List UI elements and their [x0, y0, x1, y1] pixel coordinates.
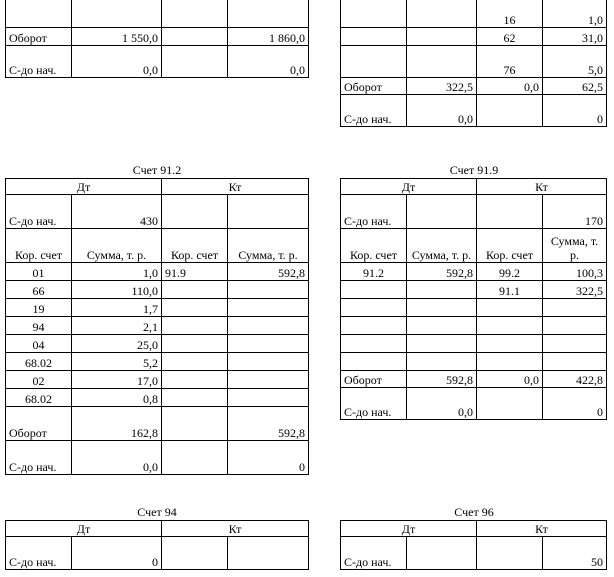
sum-dt [407, 281, 477, 299]
col-kor-dt: Кор. счет [6, 229, 72, 263]
turnover-dt: 592,8 [407, 371, 477, 388]
account-title: Счет 96 [454, 505, 494, 519]
opening-dt: 0 [72, 537, 162, 570]
kor-account: 76 [477, 46, 543, 78]
kor-dt: 66 [6, 281, 72, 299]
closing-balance-row [6, 441, 309, 475]
table-row [341, 353, 607, 371]
kor-dt [341, 281, 407, 299]
col-kor-dt: Кор. счет [341, 229, 407, 263]
sum-kt: 100,3 [543, 263, 607, 281]
kor-kt [477, 335, 543, 353]
account-title: Счет 91.9 [449, 163, 499, 177]
kor-dt: 04 [6, 335, 72, 353]
table-row [6, 281, 309, 299]
sum-kt: 322,5 [543, 281, 607, 299]
closing-dt: 0,0 [72, 441, 162, 475]
kt-header: Кт [162, 521, 309, 537]
closing-balance-row [6, 46, 309, 78]
kor-account: 62 [477, 28, 543, 46]
closing-label: С-до нач. [6, 441, 72, 475]
kor-kt [477, 317, 543, 335]
kor-kt [162, 371, 228, 389]
column-header-row [6, 229, 309, 263]
empty-cell [162, 407, 228, 441]
row-label [6, 0, 72, 28]
kt-sum: 1,0 [543, 0, 607, 28]
kt-sum: 0,0 [228, 46, 309, 78]
account-title: Счет 94 [137, 505, 177, 519]
kor-dt: 68.02 [6, 353, 72, 371]
sum-kt [543, 299, 607, 317]
table-row [341, 299, 607, 317]
turnover-label: Оборот [6, 407, 72, 441]
turnover-dt: 162,8 [72, 407, 162, 441]
kor-value [162, 46, 228, 78]
opening-balance-row [6, 537, 309, 570]
sum-dt [407, 353, 477, 371]
account-94 [5, 505, 309, 577]
kor-dt: 02 [6, 371, 72, 389]
table-row [6, 299, 309, 317]
turnover-kor: 0,0 [477, 371, 543, 388]
kt-sum: 5,0 [543, 46, 607, 78]
dt-kt-header-row [6, 521, 309, 537]
opening-kt: 170 [543, 195, 607, 229]
dt-sum: 0,0 [407, 95, 477, 127]
row-label [341, 46, 407, 78]
dt-header: Дт [6, 521, 162, 537]
sum-dt [407, 317, 477, 335]
sum-kt [228, 353, 309, 371]
dt-sum [72, 0, 162, 28]
opening-kt [228, 195, 309, 229]
kor-dt: 94 [6, 317, 72, 335]
kor-kt [477, 353, 543, 371]
account-94-table [5, 520, 309, 570]
kt-header: Кт [162, 179, 309, 195]
sum-kt [228, 299, 309, 317]
kt-sum: 31,0 [543, 28, 607, 46]
account-91-9-table [340, 178, 607, 420]
kor-dt [341, 335, 407, 353]
kt-sum: 0 [543, 95, 607, 127]
table-row [6, 263, 309, 281]
opening-dt: 430 [72, 195, 162, 229]
kt-sum [228, 0, 309, 28]
col-sum-dt: Сумма, т. р. [407, 229, 477, 263]
kor-kt [162, 353, 228, 371]
kor-dt: 91.2 [341, 263, 407, 281]
kt-sum: 1 860,0 [228, 28, 309, 46]
opening-dt [407, 195, 477, 229]
kor-kt [162, 299, 228, 317]
table-row [6, 317, 309, 335]
sum-dt: 1,7 [72, 299, 162, 317]
top-right-ledger-fragment [340, 0, 608, 130]
kor-kt [162, 281, 228, 299]
row-label: Оборот [341, 78, 407, 95]
table-row [6, 389, 309, 407]
closing-label: С-до нач. [341, 388, 407, 420]
sum-kt [543, 335, 607, 353]
sum-kt [543, 317, 607, 335]
kor-dt [341, 299, 407, 317]
opening-label: С-до нач. [6, 537, 72, 570]
opening-balance-row [341, 537, 607, 570]
row-label: С-до нач. [6, 46, 72, 78]
sum-kt [543, 353, 607, 371]
account-91-9 [340, 163, 608, 439]
row-label: Оборот [6, 28, 72, 46]
row-label [341, 28, 407, 46]
dt-sum: 322,5 [407, 78, 477, 95]
empty-cell [162, 195, 228, 229]
opening-kt: 50 [543, 537, 607, 570]
sum-dt [407, 335, 477, 353]
account-96 [340, 505, 608, 577]
dt-kt-header-row [341, 521, 607, 537]
closing-dt: 0,0 [407, 388, 477, 420]
col-kor-kt: Кор. счет [477, 229, 543, 263]
kor-kt: 99.2 [477, 263, 543, 281]
dt-sum [407, 28, 477, 46]
sum-kt [228, 281, 309, 299]
opening-label: С-до нач. [341, 537, 407, 570]
sum-dt: 5,2 [72, 353, 162, 371]
kor-kt [162, 389, 228, 407]
sum-kt: 592,8 [228, 263, 309, 281]
kor-value [477, 95, 543, 127]
empty-cell [477, 537, 543, 570]
table-row [341, 28, 607, 46]
col-kor-kt: Кор. счет [162, 229, 228, 263]
column-header-row [341, 229, 607, 263]
dt-header: Дт [341, 179, 477, 195]
kor-dt: 68.02 [6, 389, 72, 407]
sum-dt: 25,0 [72, 335, 162, 353]
table-row [6, 371, 309, 389]
turnover-row [6, 28, 309, 46]
kor-kt [162, 317, 228, 335]
empty-cell [477, 388, 543, 420]
kor-kt: 91.9 [162, 263, 228, 281]
dt-sum [407, 0, 477, 28]
sum-dt: 2,1 [72, 317, 162, 335]
account-91-2 [5, 163, 309, 474]
kor-value: 0,0 [477, 78, 543, 95]
closing-kt: 0 [543, 388, 607, 420]
sum-kt [228, 389, 309, 407]
account-title: Счет 91.2 [132, 163, 182, 177]
top-left-table [5, 0, 309, 78]
table-row [6, 353, 309, 371]
top-left-ledger-fragment [5, 0, 309, 80]
kt-header: Кт [477, 521, 607, 537]
turnover-label: Оборот [341, 371, 407, 388]
table-row [341, 0, 607, 28]
turnover-row [341, 78, 607, 95]
sum-kt [228, 371, 309, 389]
kor-value [162, 28, 228, 46]
sum-dt: 592,8 [407, 263, 477, 281]
dt-sum: 0,0 [72, 46, 162, 78]
turnover-kt: 422,8 [543, 371, 607, 388]
table-row [6, 335, 309, 353]
opening-balance-row [341, 195, 607, 229]
kor-value [162, 0, 228, 28]
col-sum-dt: Сумма, т. р. [72, 229, 162, 263]
empty-cell [162, 537, 228, 570]
closing-balance-row [341, 388, 607, 420]
closing-balance-row [341, 95, 607, 127]
sum-dt: 0,8 [72, 389, 162, 407]
table-row [341, 335, 607, 353]
turnover-row [6, 407, 309, 441]
opening-label: С-до нач. [341, 195, 407, 229]
kor-account: 16 [477, 0, 543, 28]
opening-balance-row [6, 195, 309, 229]
kor-dt [341, 317, 407, 335]
sum-kt [228, 317, 309, 335]
table-row [6, 0, 309, 28]
table-row [341, 46, 607, 78]
empty-cell [477, 195, 543, 229]
kor-dt: 01 [6, 263, 72, 281]
row-label [341, 0, 407, 28]
kor-kt [162, 335, 228, 353]
opening-kt [228, 537, 309, 570]
sum-dt: 1,0 [72, 263, 162, 281]
kt-sum: 62,5 [543, 78, 607, 95]
kt-header: Кт [477, 179, 607, 195]
dt-header: Дт [341, 521, 477, 537]
row-label: С-до нач. [341, 95, 407, 127]
col-sum-kt: Сумма, т. р. [543, 229, 607, 263]
dt-kt-header-row [6, 179, 309, 195]
dt-sum [407, 46, 477, 78]
turnover-row [341, 371, 607, 388]
account-96-table [340, 520, 607, 570]
sum-kt [228, 335, 309, 353]
sum-dt: 110,0 [72, 281, 162, 299]
table-row [341, 263, 607, 281]
account-91-2-table [5, 178, 309, 475]
kor-dt [341, 353, 407, 371]
empty-cell [162, 441, 228, 475]
opening-label: С-до нач. [6, 195, 72, 229]
dt-sum: 1 550,0 [72, 28, 162, 46]
sum-dt [407, 299, 477, 317]
opening-dt [407, 537, 477, 570]
table-row [341, 317, 607, 335]
dt-header: Дт [6, 179, 162, 195]
table-row [341, 281, 607, 299]
col-sum-kt: Сумма, т. р. [228, 229, 309, 263]
dt-kt-header-row [341, 179, 607, 195]
closing-kt: 0 [228, 441, 309, 475]
top-right-table [340, 0, 607, 127]
turnover-kt: 592,8 [228, 407, 309, 441]
kor-dt: 19 [6, 299, 72, 317]
sum-dt: 17,0 [72, 371, 162, 389]
kor-kt: 91.1 [477, 281, 543, 299]
kor-kt [477, 299, 543, 317]
